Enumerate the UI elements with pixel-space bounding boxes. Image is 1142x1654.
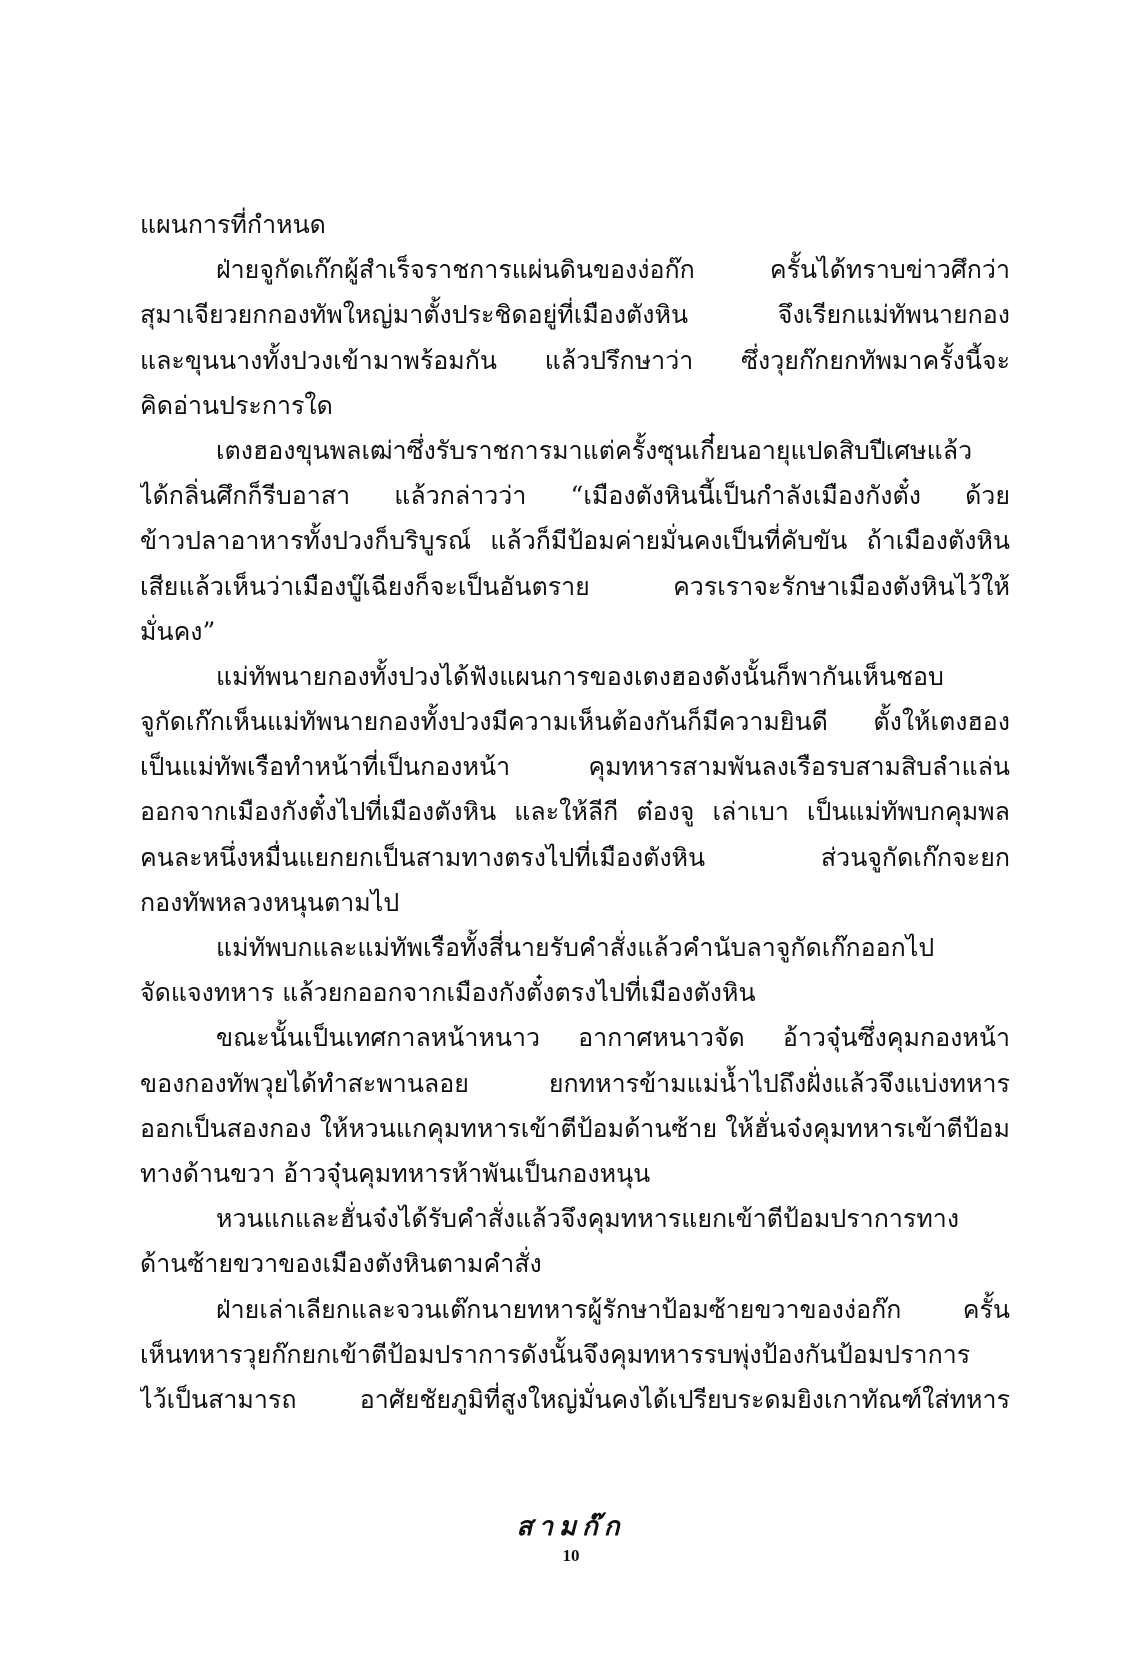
- text-line: คนละหนึ่งหมื่นแยกยกเป็นสามทางตรงไปที่เมืองตังหิน ส่วนจูกัดเก๊กจะยก: [140, 842, 1010, 872]
- text-line: ข้าวปลาอาหารทั้งปวงก็บริบูรณ์ แล้วก็มีป้อมค่ายมั่นคงเป็นที่คับขัน ถ้าเมืองตังหิน: [140, 526, 1010, 556]
- text-line: ด้านซ้ายขวาของเมืองตังหินตามคำสั่ง: [140, 1249, 542, 1279]
- text-line: เป็นแม่ทัพเรือทำหน้าที่เป็นกองหน้า คุมทหารสามพันลงเรือรบสามสิบลำแล่น: [140, 752, 1010, 782]
- text-line: เสียแล้วเห็นว่าเมืองบู๊เฉียงก็จะเป็นอันตราย ควรเราจะรักษาเมืองตังหินไว้ให้: [140, 571, 1010, 601]
- text-line: ทางด้านขวา อ้าวจุ๋นคุมทหารห้าพันเป็นกองหนุน: [140, 1158, 651, 1188]
- text-line: จัดแจงทหาร แล้วยกออกจากเมืองกังตั๋งตรงไปที่เมืองตังหิน: [140, 978, 756, 1008]
- text-line: คิดอ่านประการใด: [140, 390, 333, 420]
- text-line: แผนการที่กำหนด: [140, 210, 326, 239]
- text-line: ไว้เป็นสามารถ อาศัยชัยภูมิที่สูงใหญ่มั่นคงได้เปรียบระดมยิงเกาทัณฑ์ใส่ทหาร: [140, 1384, 1010, 1414]
- text-line: แม่ทัพนายกองทั้งปวงได้ฟังแผนการของเตงฮองดังนั้นก็พากันเห็นชอบ: [216, 661, 944, 691]
- text-line: และขุนนางทั้งปวงเข้ามาพร้อมกัน แล้วปรึกษาว่า ซึ่งวุยก๊กยกทัพมาครั้งนี้จะ: [140, 345, 1010, 375]
- text-line: ได้กลิ่นศึกก็รีบอาสา แล้วกล่าวว่า “เมืองตังหินนี้เป็นกำลังเมืองกังตั๋ง ด้วย: [140, 481, 1010, 511]
- text-line: ออกจากเมืองกังตั๋งไปที่เมืองตังหิน และให้ลีกี ต๋องจู เล่าเบา เป็นแม่ทัพบกคุมพล: [140, 797, 1010, 827]
- text-line: ฝ่ายเล่าเลียกและจวนเต๊กนายทหารผู้รักษาป้อมซ้ายขวาของง่อก๊ก ครั้น: [216, 1294, 1010, 1324]
- text-line: กองทัพหลวงหนุนตามไป: [140, 887, 400, 917]
- text-line: ออกเป็นสองกอง ให้หวนแกคุมทหารเข้าตีป้อมด้านซ้าย ให้ฮั่นจ๋งคุมทหารเข้าตีป้อม: [140, 1113, 1010, 1143]
- footer-book-title: สามก๊ก: [516, 1512, 626, 1542]
- text-line: แม่ทัพบกและแม่ทัพเรือทั้งสี่นายรับคำสั่งแล้วคำนับลาจูกัดเก๊กออกไป: [216, 933, 935, 962]
- text-line: เตงฮองขุนพลเฒ่าซึ่งรับราชการมาแต่ครั้งซุนเกี๋ยนอายุแปดสิบปีเศษแล้ว: [216, 435, 973, 465]
- text-line: จูกัดเก๊กเห็นแม่ทัพนายกองทั้งปวงมีความเห็นต้องกันก็มีความยินดี ตั้งให้เตงฮอง: [140, 707, 1010, 737]
- text-line: ขณะนั้นเป็นเทศกาลหน้าหนาว อากาศหนาวจัด อ้าวจุ๋นซึ่งคุมกองหน้า: [216, 1023, 1010, 1053]
- page-number: 10: [562, 1546, 580, 1565]
- text-line: เห็นทหารวุยก๊กยกเข้าตีป้อมปราการดังนั้นจึงคุมทหารรบพุ่งป้องกันป้อมปราการ: [140, 1339, 971, 1369]
- text-line: หวนแกและฮั่นจ๋งได้รับคำสั่งแล้วจึงคุมทหารแยกเข้าตีป้อมปราการทาง: [216, 1204, 960, 1234]
- text-line: มั่นคง”: [140, 616, 216, 646]
- text-line: ของกองทัพวุยได้ทำสะพานลอย ยกทหารข้ามแม่น้ำไปถึงฝั่งแล้วจึงแบ่งทหาร: [140, 1068, 1010, 1098]
- text-line: ฝ่ายจูกัดเก๊กผู้สำเร็จราชการแผ่นดินของง่อก๊ก ครั้นได้ทราบข่าวศึกว่า: [216, 255, 1010, 285]
- body-text: [140, 202, 1010, 1422]
- text-line: สุมาเจียวยกกองทัพใหญ่มาตั้งประชิดอยู่ที่เมืองตังหิน จึงเรียกแม่ทัพนายกอง: [140, 300, 1010, 330]
